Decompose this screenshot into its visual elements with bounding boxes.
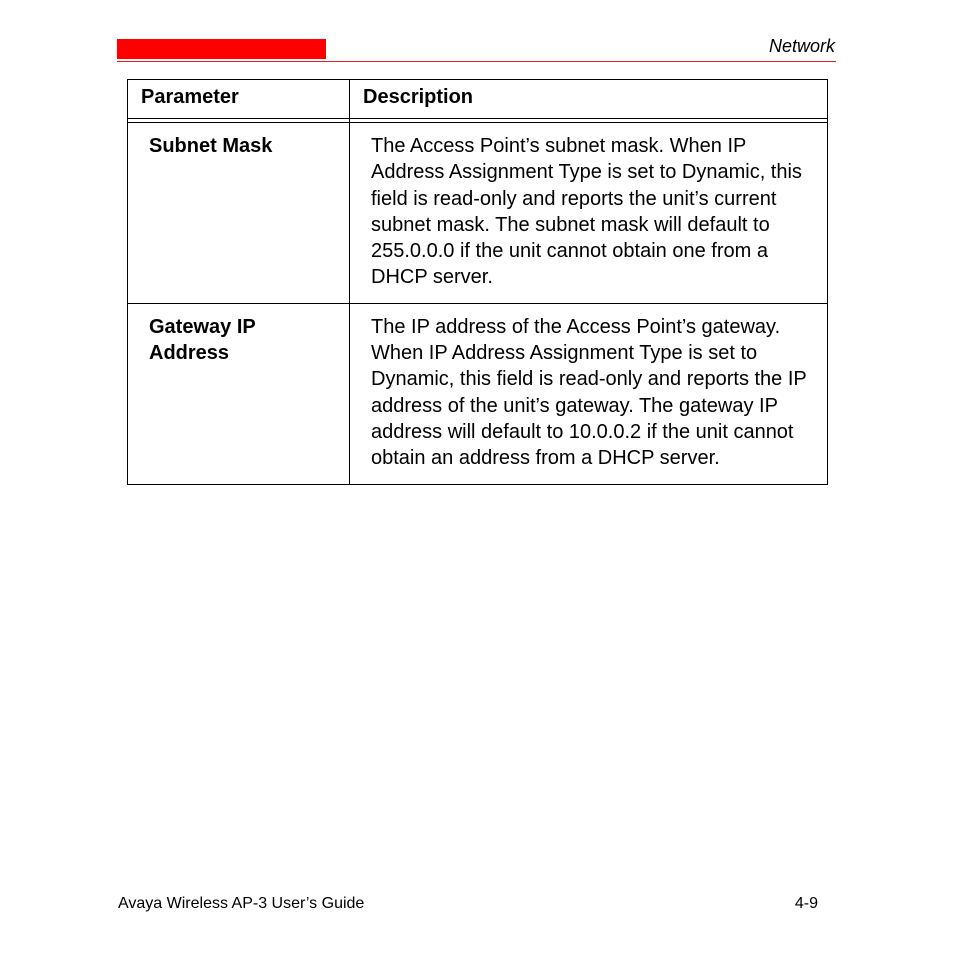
column-header-description: Description xyxy=(350,80,828,119)
table-row xyxy=(128,303,828,484)
footer-page-number: 4-9 xyxy=(794,895,818,912)
parameter-name: Gateway IP Address xyxy=(128,303,350,484)
parameter-description: The Access Point’s subnet mask. When IP Address Assignment Type is set to Dynamic, this field is read-only and reports the unit’s current subnet mask. The subnet mask will default to 255.0.0.0 if the unit cannot obtain one from a DHCP server. xyxy=(350,123,828,304)
table-header-row xyxy=(128,80,828,119)
table-row xyxy=(128,123,828,304)
section-title: Network xyxy=(768,36,835,56)
header-rule xyxy=(117,61,836,62)
parameter-table xyxy=(127,79,828,485)
parameter-description: The IP address of the Access Point’s gateway. When IP Address Assignment Type is set to Dynamic, this field is read-only and reports the IP address of the unit’s gateway. The gateway IP address will default to 10.0.0.2 if the unit cannot obtain an address from a DHCP server. xyxy=(350,303,828,484)
footer-guide-title: Avaya Wireless AP-3 User’s Guide xyxy=(118,895,365,912)
header-accent-bar xyxy=(117,39,326,59)
parameter-name: Subnet Mask xyxy=(128,123,350,304)
column-header-parameter: Parameter xyxy=(128,80,350,119)
